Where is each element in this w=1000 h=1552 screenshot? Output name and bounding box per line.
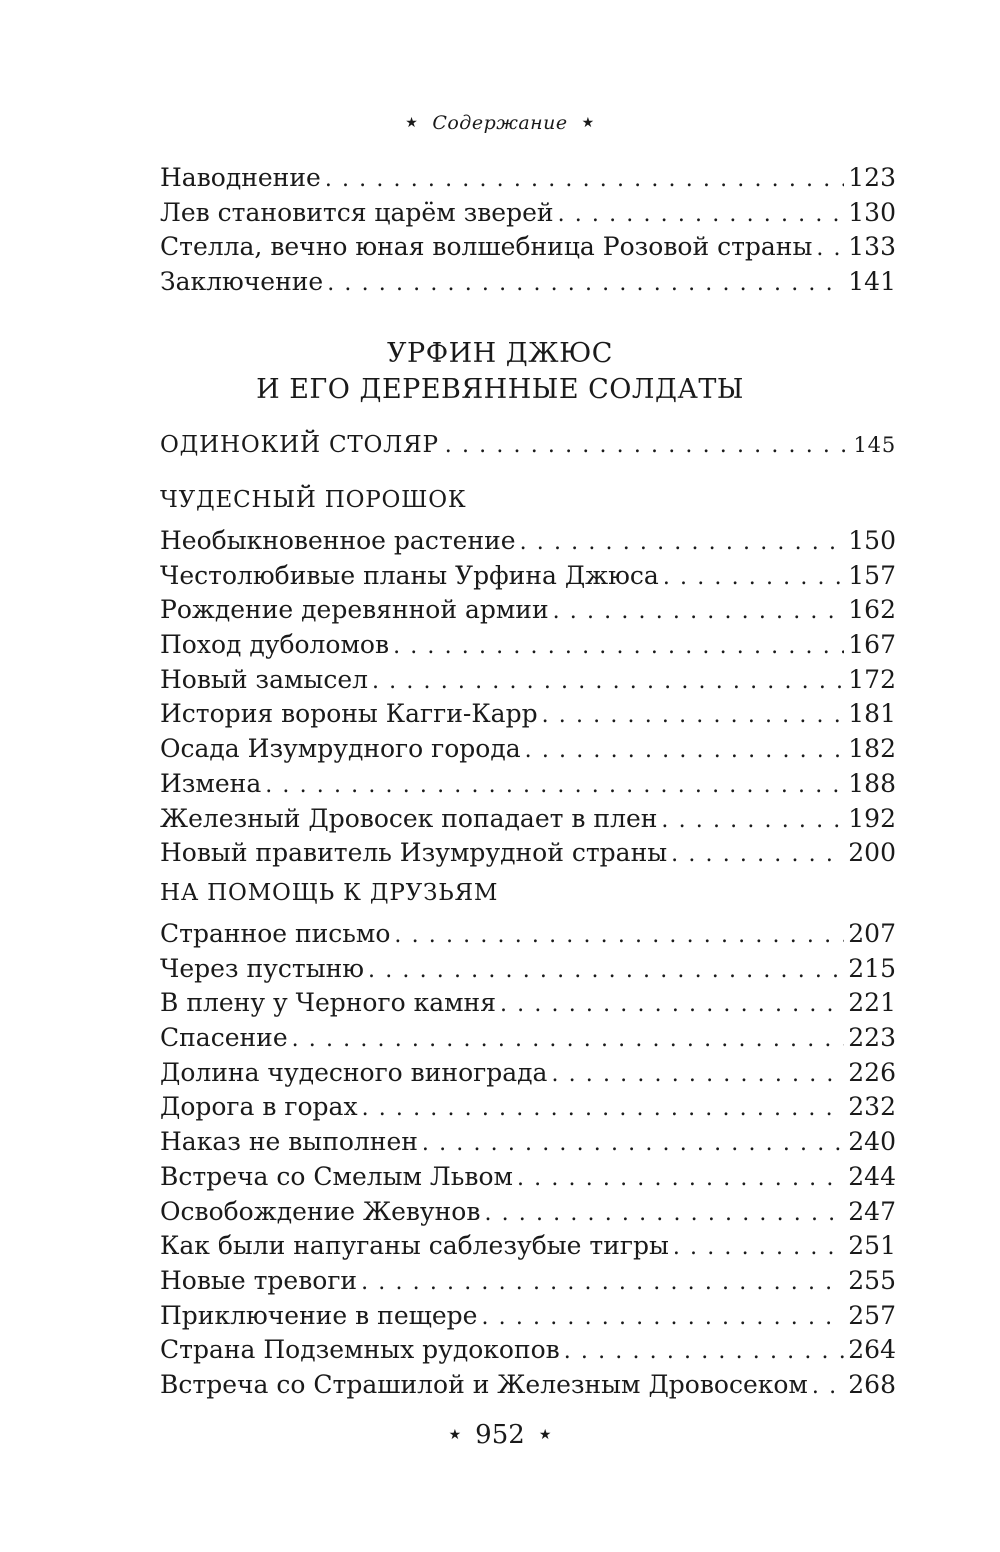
book-title <box>0 336 1000 408</box>
dot-leader <box>445 433 848 458</box>
dot-leader <box>661 808 844 833</box>
toc-entry-page: 247 <box>848 1196 896 1226</box>
toc-list <box>160 163 896 302</box>
star-ornament-icon: ★ <box>538 1427 552 1443</box>
toc-entry[interactable] <box>160 526 896 561</box>
toc-block-continued <box>160 163 896 302</box>
toc-entry[interactable] <box>160 1370 896 1405</box>
dot-leader <box>553 599 845 624</box>
toc-entry[interactable] <box>160 1162 896 1197</box>
toc-entry-page: 172 <box>848 664 896 694</box>
toc-entry-page: 133 <box>848 232 896 262</box>
toc-entry[interactable] <box>160 699 896 734</box>
toc-entry-title: Долина чудесного винограда <box>160 1057 548 1087</box>
toc-entry-title: Железный Дровосек попадает в плен <box>160 803 658 833</box>
toc-entry[interactable] <box>160 163 896 198</box>
toc-entry-title: Лев становится царём зверей <box>160 197 554 227</box>
toc-entry[interactable] <box>160 838 896 873</box>
part-heading: НА ПОМОЩЬ К ДРУЗЬЯМ <box>160 880 499 906</box>
toc-entry[interactable] <box>160 267 896 302</box>
toc-entry[interactable] <box>160 595 896 630</box>
toc-entry-page: 192 <box>848 803 896 833</box>
star-ornament-icon: ★ <box>405 115 419 131</box>
toc-entry-title: Дорога в горах <box>160 1092 358 1122</box>
toc-entry[interactable] <box>160 954 896 989</box>
toc-entry-page: 255 <box>848 1265 896 1295</box>
toc-entry-title: Наводнение <box>160 163 321 192</box>
dot-leader <box>520 530 845 555</box>
toc-entry-title: Новые тревоги <box>160 1265 358 1295</box>
toc-entry[interactable] <box>160 804 896 839</box>
dot-leader <box>525 738 845 763</box>
toc-entry[interactable] <box>160 1023 896 1058</box>
toc-entry-page: 130 <box>848 197 896 227</box>
toc-entry-page: 268 <box>848 1369 896 1399</box>
toc-entry-page: 215 <box>848 953 896 983</box>
dot-leader <box>500 992 844 1017</box>
toc-list <box>160 526 896 873</box>
toc-entry-title: Стелла, вечно юная волшебница Розовой страны <box>160 232 813 262</box>
book-title-line-1: УРФИН ДЖЮС <box>387 338 613 369</box>
dot-leader <box>372 669 844 694</box>
toc-entry[interactable] <box>160 919 896 954</box>
toc-entry-title: Спасение <box>160 1023 288 1053</box>
dot-leader <box>484 1201 844 1226</box>
dot-leader <box>362 1096 845 1121</box>
toc-entry-page: 251 <box>848 1231 896 1261</box>
running-head <box>0 112 1000 134</box>
toc-entry[interactable] <box>160 988 896 1023</box>
toc-entry-title: Через пустыню <box>160 953 365 983</box>
toc-entry-page: 221 <box>848 988 896 1018</box>
dot-leader <box>542 703 845 728</box>
dot-leader <box>564 1339 845 1364</box>
toc-entry-title: Честолюбивые планы Урфина Джюса <box>160 560 659 590</box>
toc-entry[interactable] <box>160 561 896 596</box>
dot-leader <box>325 167 844 192</box>
toc-entry-page: 207 <box>848 919 896 948</box>
toc-entry-title: Новый замысел <box>160 664 368 694</box>
toc-entry-page: 167 <box>848 630 896 660</box>
toc-entry[interactable] <box>160 1092 896 1127</box>
part-section-wonder-powder <box>160 487 896 873</box>
part-section-help-friends <box>160 880 896 1405</box>
toc-entry-title: Освобождение Жевунов <box>160 1196 481 1226</box>
star-ornament-icon: ★ <box>581 115 595 131</box>
toc-entry-page: 244 <box>848 1161 896 1191</box>
toc-entry[interactable] <box>160 1197 896 1232</box>
dot-leader <box>292 1027 845 1052</box>
part-title: ОДИНОКИЙ СТОЛЯР <box>160 432 439 458</box>
toc-entry-title: Осада Изумрудного города <box>160 734 521 764</box>
part-heading: ЧУДЕСНЫЙ ПОРОШОК <box>160 487 467 513</box>
dot-leader <box>663 565 844 590</box>
dot-leader <box>394 923 844 948</box>
toc-entry-page: 240 <box>848 1127 896 1157</box>
toc-entry[interactable] <box>160 665 896 700</box>
toc-entry-page: 162 <box>848 595 896 625</box>
folio <box>0 1420 1000 1450</box>
toc-entry-title: Странное письмо <box>160 919 391 948</box>
dot-leader <box>393 634 844 659</box>
toc-entry-page: 257 <box>848 1300 896 1330</box>
toc-list <box>160 919 896 1405</box>
toc-entry-title: Приключение в пещере <box>160 1300 478 1330</box>
toc-entry-page: 232 <box>848 1092 896 1122</box>
toc-entry-title: Измена <box>160 768 262 798</box>
toc-entry-page: 182 <box>848 734 896 764</box>
toc-entry[interactable] <box>160 1301 896 1336</box>
toc-entry-title: Заключение <box>160 267 324 297</box>
toc-entry-page: 264 <box>848 1335 896 1365</box>
toc-entry-title: Необыкновенное растение <box>160 526 516 555</box>
page-folio-number: 952 <box>475 1420 525 1450</box>
toc-entry-title: Страна Подземных рудокопов <box>160 1335 560 1365</box>
toc-entry[interactable] <box>160 1231 896 1266</box>
toc-entry-page: 226 <box>848 1057 896 1087</box>
dot-leader <box>481 1305 844 1330</box>
part-entry-lonely-carpenter[interactable] <box>160 432 896 458</box>
toc-entry[interactable] <box>160 1127 896 1162</box>
toc-entry-page: 150 <box>848 526 896 555</box>
toc-entry[interactable] <box>160 630 896 665</box>
toc-entry-title: Наказ не выполнен <box>160 1127 418 1157</box>
toc-entry-page: 200 <box>848 838 896 868</box>
toc-entry-title: Новый правитель Изумрудной страны <box>160 838 668 868</box>
dot-leader <box>816 236 844 261</box>
page-number: 145 <box>853 433 896 457</box>
toc-entry-page: 223 <box>848 1023 896 1053</box>
dot-leader <box>673 1235 844 1260</box>
toc-entry[interactable] <box>160 198 896 233</box>
toc-entry-title: История вороны Кагги-Карр <box>160 699 538 729</box>
toc-entry-page: 157 <box>848 560 896 590</box>
toc-entry[interactable] <box>160 1335 896 1370</box>
toc-entry-title: Поход дуболомов <box>160 630 390 660</box>
toc-entry-title: Рождение деревянной армии <box>160 595 549 625</box>
toc-entry-page: 188 <box>848 768 896 798</box>
toc-entry[interactable] <box>160 1266 896 1301</box>
toc-entry-page: 181 <box>848 699 896 729</box>
toc-entry-title: Встреча со Смелым Львом <box>160 1161 513 1191</box>
dot-leader <box>517 1166 844 1191</box>
dot-leader <box>671 842 844 867</box>
dot-leader <box>558 202 845 227</box>
dot-leader <box>265 773 844 798</box>
toc-entry[interactable] <box>160 734 896 769</box>
book-title-line-2: И ЕГО ДЕРЕВЯННЫЕ СОЛДАТЫ <box>256 374 744 405</box>
toc-entry-title: Как были напуганы саблезубые тигры <box>160 1231 669 1261</box>
toc-entry[interactable] <box>160 232 896 267</box>
toc-entry[interactable] <box>160 1058 896 1093</box>
toc-entry-page: 123 <box>848 163 896 192</box>
toc-entry[interactable] <box>160 769 896 804</box>
star-ornament-icon: ★ <box>448 1427 462 1443</box>
toc-entry-title: В плену у Черного камня <box>160 988 496 1018</box>
running-head-text: Содержание <box>432 112 568 134</box>
dot-leader <box>327 271 844 296</box>
dot-leader <box>422 1131 844 1156</box>
dot-leader <box>368 958 844 983</box>
dot-leader <box>361 1270 844 1295</box>
toc-entry-page: 141 <box>848 267 896 297</box>
dot-leader <box>551 1062 844 1087</box>
toc-entry-title: Встреча со Страшилой и Железным Дровосеком <box>160 1369 808 1399</box>
dot-leader <box>812 1374 844 1399</box>
